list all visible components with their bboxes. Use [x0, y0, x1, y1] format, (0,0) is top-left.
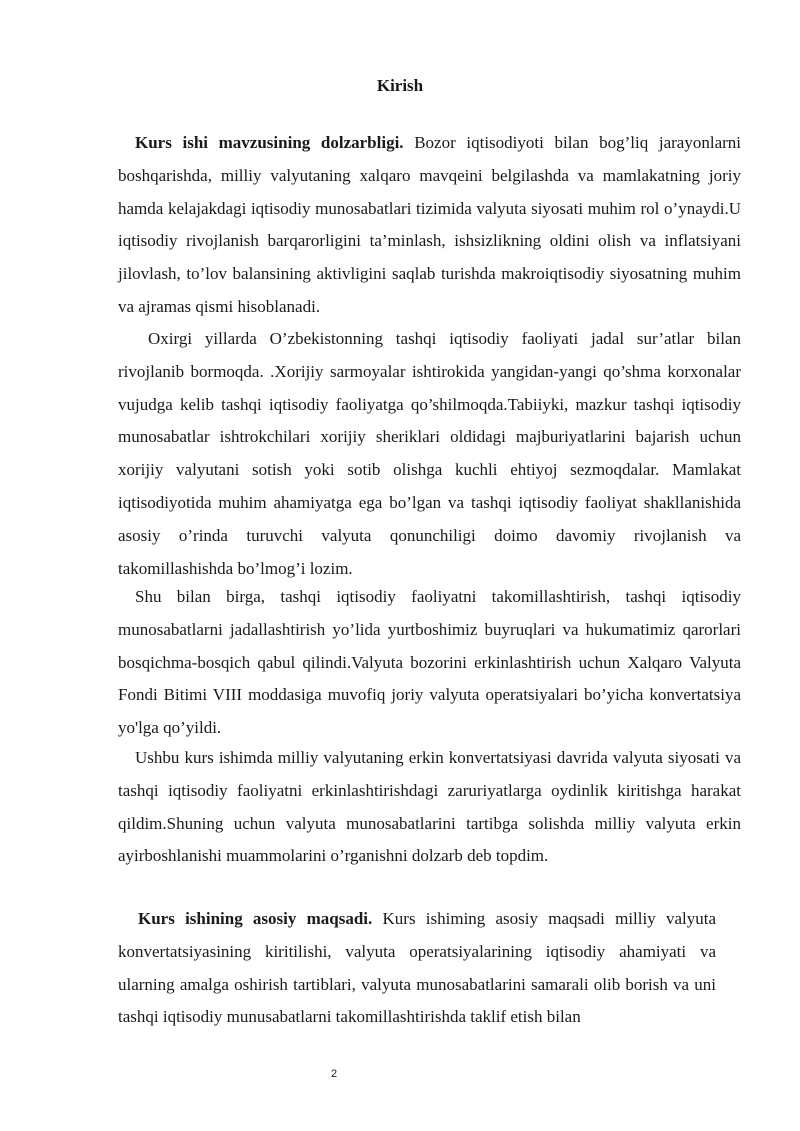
paragraph-text: Bozor iqtisodiyoti bilan bog’liq jarayonlarni boshqarishda, milliy valyutaning xalqaro mavqeini belgilashda va mamlakatning joriy hamda kelajakdagi iqtisodiy munosabatlari tizimida valyuta siyosati muhim rol o’ynaydi.U iqtisodiy rivojlanish barqarorligini ta’minlash, ishsizlikning oldini olish va inflatsiyani jilovlash, to’lov balansining aktivligini saqlab turishda makroiqtisodiy siyosatning muhim va ajramas qismi hisoblanadi. — [118, 133, 741, 316]
paragraph-foreign-activity — [118, 323, 741, 585]
paragraph-course-work — [118, 742, 741, 873]
page-number: 2 — [330, 1068, 338, 1080]
paragraph-reforms — [118, 581, 741, 745]
section-title: Kirish — [376, 76, 424, 95]
paragraph-goal — [118, 903, 716, 1034]
paragraph-text: Oxirgi yillarda O’zbekistonning tashqi iqtisodiy faoliyati jadal sur’atlar bilan rivojlanib bormoqda. .Xorijiy sarmoyalar ishtirokida yangidan-yangi qo’shma korxonalar vujudga kelib tashqi iqtisodiy faoliyatga qo’shilmoqda.Tabiiyki, mazkur tashqi iqtisodiy munosabatlar ishtrokchilari xorijiy sheriklari oldidagi majburiyatlarini bajarish uchun xorijiy valyutani sotish yoki sotib olishga kuchli ehtiyoj sezmoqdalar. Mamlakat iqtisodiyotida muhim ahamiyatga ega bo’lgan va tashqi iqtisodiy faoliyat shakllanishida asosiy o’rinda turuvchi valyuta qonunchiligi doimo davomiy rivojlanish va takomillashishda bo’lmog’i lozim. — [118, 329, 741, 578]
paragraph-relevance — [118, 127, 741, 324]
paragraph-lead: Kurs ishi mavzusining dolzarbligi. — [135, 133, 404, 152]
paragraph-text: Ushbu kurs ishimda milliy valyutaning erkin konvertatsiyasi davrida valyuta siyosati va tashqi iqtisodiy faoliyatni erkinlashtirishdagi zaruriyatlarga oydinlik kiritishga harakat qildim.Shuning uchun valyuta munosabatlarini tartibga solishda milliy valyuta erkin ayirboshlanishi muammolarini o’rganishni dolzarb deb topdim. — [118, 748, 741, 866]
paragraph-text: Shu bilan birga, tashqi iqtisodiy faoliyatni takomillashtirish, tashqi iqtisodiy munosabatlarni jadallashtirish yo’lida yurtboshimiz buyruqlari va hukumatimiz qarorlari bosqichma-bosqich qabul qilindi.Valyuta bozorini erkinlashtirish uchun Xalqaro Valyuta Fondi Bitimi VIII moddasiga muvofiq joriy valyuta operatsiyalari bo’yicha konvertatsiya yo'lga qo’yildi. — [118, 587, 741, 738]
paragraph-lead: Kurs ishining asosiy maqsadi. — [138, 909, 373, 928]
paragraph-text: Kurs ishiming asosiy maqsadi milliy valyuta konvertatsiyasining kiritilishi, valyuta operatsiyalarining iqtisodiy ahamiyati va ularning amalga oshirish tartiblari, valyuta munosabatlarini samarali olib borish va uni tashqi iqtisodiy munusabatlarni takomillashtirishda taklif etish bilan — [118, 909, 716, 1027]
